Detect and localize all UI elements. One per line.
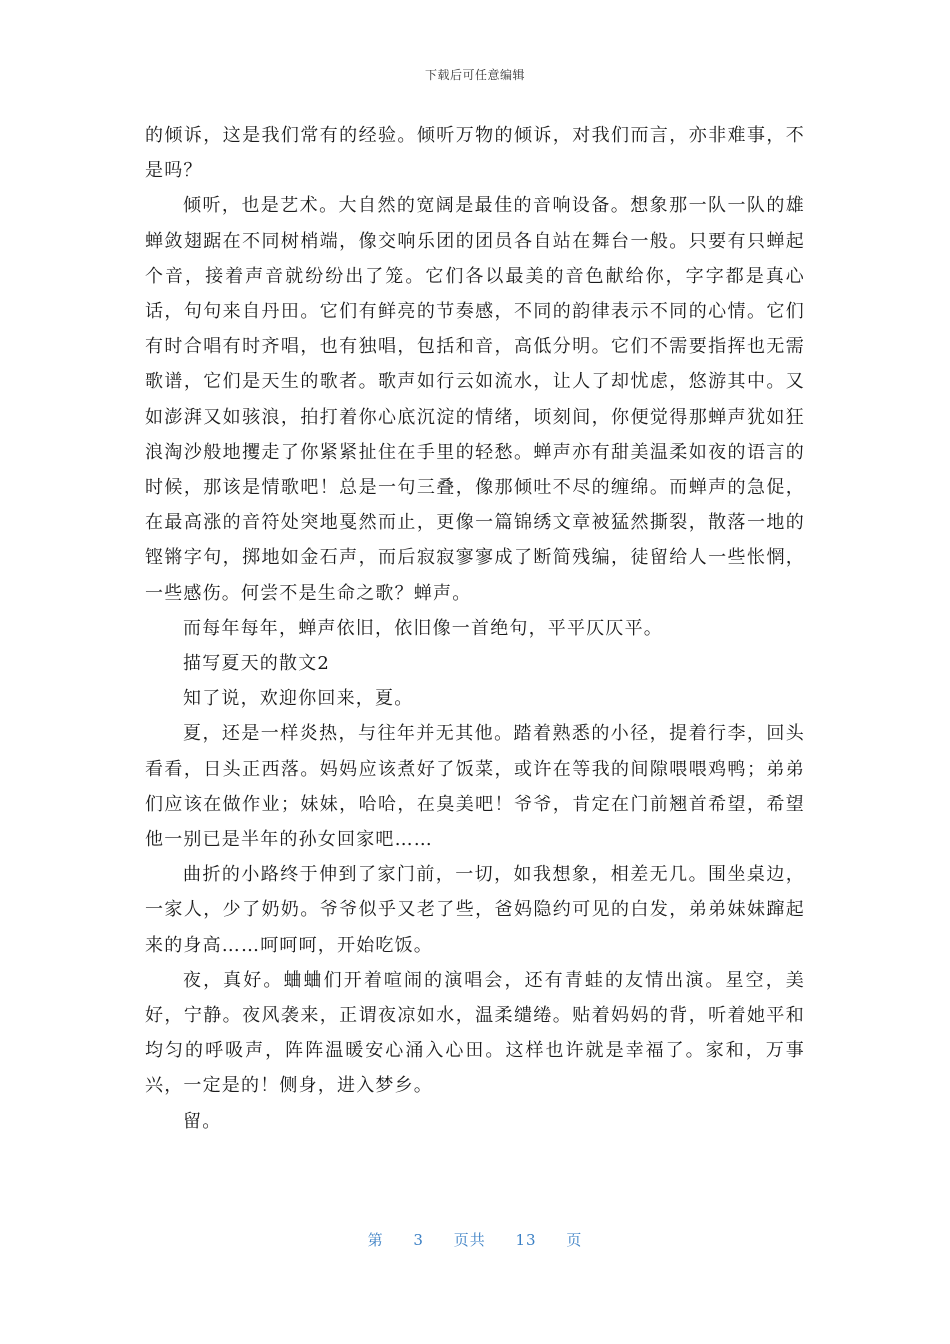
footer-total-label: 页共 bbox=[453, 1231, 486, 1249]
footer-current-page: 3 bbox=[413, 1231, 424, 1249]
paragraph: 知了说，欢迎你回来，夏。 bbox=[183, 688, 414, 710]
paragraph: 而每年每年，蝉声依旧，依旧像一首绝句，平平仄仄平。 bbox=[183, 617, 663, 639]
footer-page-suffix: 页 bbox=[566, 1231, 583, 1249]
page-footer bbox=[0, 1229, 950, 1250]
paragraph: 曲折的小路终于伸到了家门前，一切，如我想象，相差无几。围坐桌边，一家人，少了奶奶。爷爷似乎又老了些，爸妈隐约可见的白发，弟弟妹妹蹿起来的身高……呵呵呵，开始吃饭。 bbox=[145, 864, 805, 956]
footer-total-pages: 13 bbox=[515, 1231, 537, 1249]
document-body bbox=[145, 118, 805, 1139]
footer-page-label: 第 bbox=[367, 1231, 384, 1249]
paragraph: 留。 bbox=[183, 1110, 222, 1132]
paragraph: 夜，真好。蛐蛐们开着喧闹的演唱会，还有青蛙的友情出演。星空，美好，宁静。夜风袭来，正谓夜凉如水，温柔缱绻。贴着妈妈的背，听着她平和均匀的呼吸声，阵阵温暖安心涌入心田。这样也许就是幸福了。家和，万事兴，一定是的！侧身，进入梦乡。 bbox=[145, 969, 805, 1097]
paragraph-continuation: 的倾诉，这是我们常有的经验。倾听万物的倾诉，对我们而言，亦非难事，不是吗？ bbox=[145, 125, 805, 182]
paragraph: 倾听，也是艺术。大自然的宽阔是最佳的音响设备。想象那一队一队的雄蝉敛翅踞在不同树梢端，像交响乐团的团员各自站在舞台一般。只要有只蝉起个音，接着声音就纷纷出了笼。它们各以最美的音色献给你，字字都是真心话，句句来自丹田。它们有鲜亮的节奏感，不同的韵律表示不同的心情。它们有时合唱有时齐唱，也有独唱，包括和音，高低分明。它们不需要指挥也无需歌谱，它们是天生的歌者。歌声如行云如流水，让人了却忧虑，悠游其中。又如澎湃又如骇浪，拍打着你心底沉淀的情绪，顷刻间，你便觉得那蝉声犹如狂浪淘沙般地攫走了你紧紧扯住在手里的轻愁。蝉声亦有甜美温柔如夜的语言的时候，那该是情歌吧！总是一句三叠，像那倾吐不尽的缠绵。而蝉声的急促，在最高涨的音符处突地戛然而止，更像一篇锦绣文章被猛然撕裂，散落一地的铿锵字句，掷地如金石声，而后寂寂寥寥成了断简残编，徒留给人一些怅惘，一些感伤。何尝不是生命之歌？蝉声。 bbox=[145, 195, 805, 604]
section-title: 描写夏天的散文2 bbox=[183, 653, 331, 675]
page-header: 下载后可任意编辑 bbox=[424, 68, 525, 82]
paragraph: 夏，还是一样炎热，与往年并无其他。踏着熟悉的小径，提着行李，回头看看，日头正西落。妈妈应该煮好了饭菜，或许在等我的间隙喂喂鸡鸭；弟弟们应该在做作业；妹妹，哈哈，在臭美吧！爷爷，肯定在门前翘首希望，希望他一别已是半年的孙女回家吧…… bbox=[145, 723, 805, 851]
